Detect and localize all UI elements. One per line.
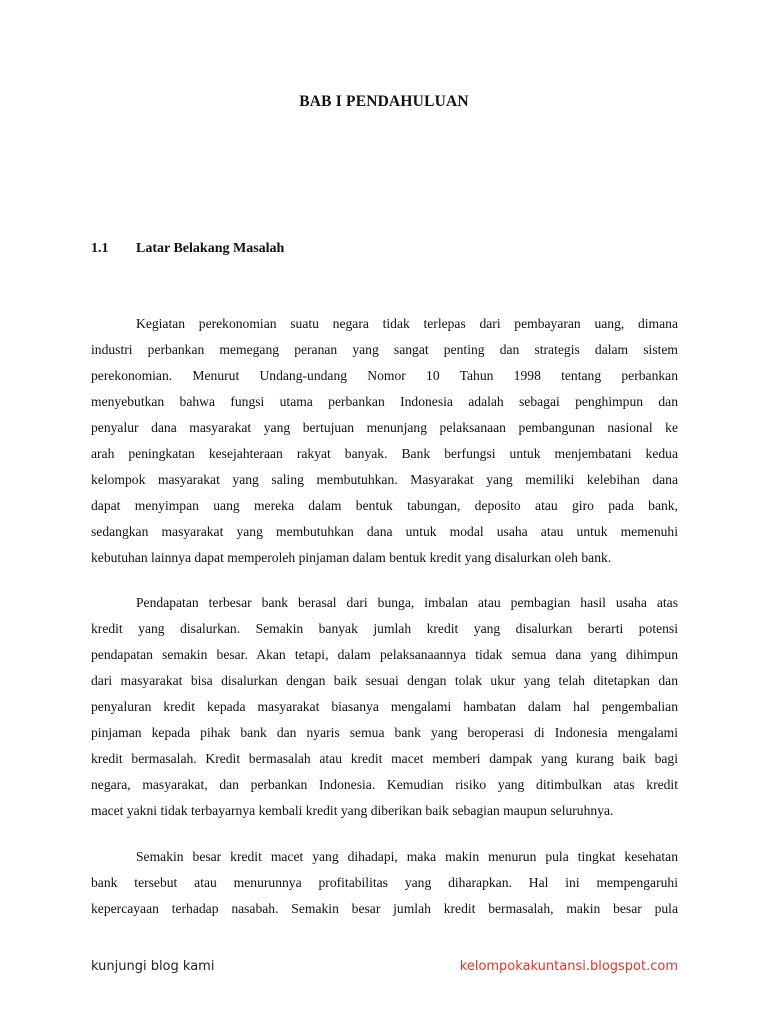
chapter-title: BAB I PENDAHULUAN [299, 93, 469, 110]
page-footer [91, 959, 678, 974]
paragraph-line: menyebutkan bahwa fungsi utama perbankan Indonesia adalah sebagai penghimpun dan [91, 394, 678, 409]
paragraph-line: kepercayaan terhadap nasabah. Semakin besar jumlah kredit bermasalah, makin besar pula [91, 901, 678, 916]
footer-blog-link[interactable]: kelompokakuntansi.blogspot.com [459, 959, 678, 974]
paragraph-1 [91, 311, 678, 571]
paragraph-line: macet yakni tidak terbayarnya kembali kredit yang diberikan baik sebagian maupun seluruhnya. [91, 803, 614, 818]
paragraph-line: Kegiatan perekonomian suatu negara tidak terlepas dari pembayaran uang, dimana [136, 316, 678, 331]
paragraph-line: kelompok masyarakat yang saling membutuhkan. Masyarakat yang memiliki kelebihan dana [91, 472, 678, 487]
paragraph-line: dapat menyimpan uang mereka dalam bentuk tabungan, deposito atau giro pada bank, [91, 498, 678, 513]
paragraph-line: bank tersebut atau menurunnya profitabilitas yang diharapkan. Hal ini mempengaruhi [91, 875, 678, 890]
paragraph-line: arah peningkatan kesejahteraan rakyat banyak. Bank berfungsi untuk menjembatani kedua [91, 446, 678, 461]
paragraph-line: negara, masyarakat, dan perbankan Indonesia. Kemudian risiko yang ditimbulkan atas kredit [91, 777, 678, 792]
paragraph-line: Semakin besar kredit macet yang dihadapi, maka makin menurun pula tingkat kesehatan [136, 849, 678, 864]
section-title: Latar Belakang Masalah [136, 241, 285, 256]
section-heading [91, 241, 284, 257]
paragraph-line: penyalur dana masyarakat yang bertujuan menunjang pelaksanaan pembangunan nasional ke [91, 420, 678, 435]
paragraph-3 [91, 844, 678, 922]
paragraph-line: kredit yang disalurkan. Semakin banyak jumlah kredit yang disalurkan berarti potensi [91, 621, 678, 636]
paragraph-line: perekonomian. Menurut Undang-undang Nomor 10 Tahun 1998 tentang perbankan [91, 368, 678, 383]
paragraph-line: pinjaman kepada pihak bank dan nyaris semua bank yang beroperasi di Indonesia mengalami [91, 725, 678, 740]
section-number: 1.1 [91, 241, 109, 256]
paragraph-line: sedangkan masyarakat yang membutuhkan dana untuk modal usaha atau untuk memenuhi [91, 524, 678, 539]
paragraph-line: Pendapatan terbesar bank berasal dari bunga, imbalan atau pembagian hasil usaha atas [136, 595, 678, 610]
paragraph-line: kredit bermasalah. Kredit bermasalah atau kredit macet memberi dampak yang kurang baik bagi [91, 751, 678, 766]
paragraph-line: dari masyarakat bisa disalurkan dengan baik sesuai dengan tolak ukur yang telah ditetapkan dan [91, 673, 678, 688]
paragraph-2 [91, 590, 678, 824]
paragraph-line: pendapatan semakin besar. Akan tetapi, dalam pelaksanaannya tidak semua dana yang dihimpun [91, 647, 678, 662]
paragraph-line: penyaluran kredit kepada masyarakat biasanya mengalami hambatan dalam hal pengembalian [91, 699, 678, 714]
paragraph-line: kebutuhan lainnya dapat memperoleh pinjaman dalam bentuk kredit yang disalurkan oleh bank. [91, 550, 612, 565]
footer-visit-text: kunjungi blog kami [91, 959, 215, 974]
paragraph-line: industri perbankan memegang peranan yang sangat penting dan strategis dalam sistem [91, 342, 678, 357]
